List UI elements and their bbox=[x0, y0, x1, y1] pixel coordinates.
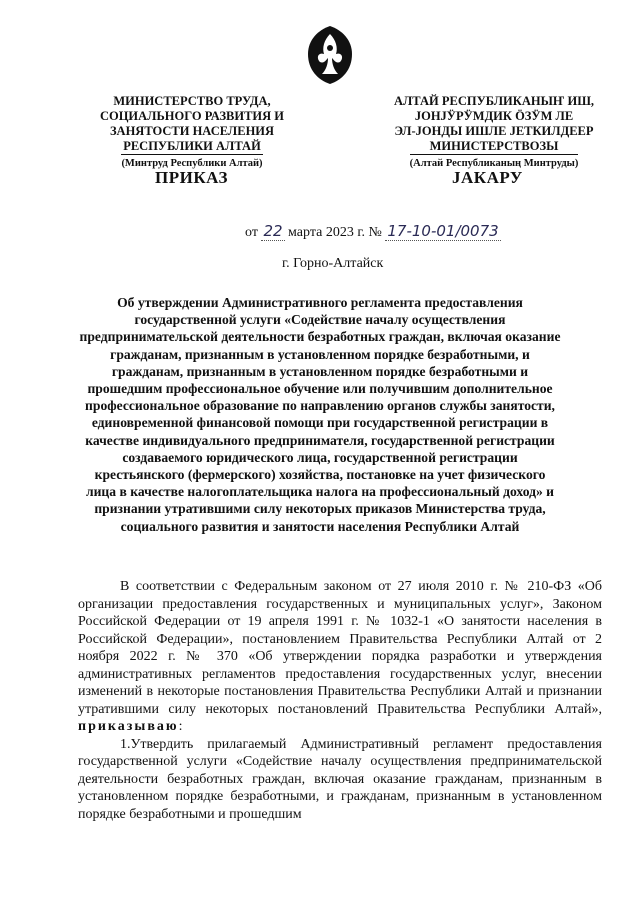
order-month-year: марта 2023 г. № bbox=[288, 225, 382, 240]
document-title-altai: ЈАКАРУ bbox=[452, 168, 523, 187]
republic-coat-of-arms-icon bbox=[304, 24, 356, 86]
header-line: РЕСПУБЛИКИ АЛТАЙ bbox=[123, 139, 261, 153]
clause-paragraph: 1.Утвердить прилагаемый Административный регламент предоставления государственной услуги «Содействие началу осуществления предпринимательской деятельности безработных граждан, включая оказание гражданам, признанным в установленном порядке безработными, и гражданам, признанным в установленном порядке безработными и прошедшим bbox=[78, 736, 602, 822]
order-keyword: приказываю bbox=[78, 719, 179, 734]
header-line: МИНИСТЕРСТВОЗЫ bbox=[429, 139, 559, 153]
issue-city: г. Горно-Алтайск bbox=[282, 256, 384, 271]
punctuation: : bbox=[178, 719, 183, 734]
order-body bbox=[78, 578, 602, 823]
preamble-text: В соответствии с Федеральным законом от 27 июля 2010 г. № 210-ФЗ «Об организации предоставления государственных и муниципальных услуг», Законом Российской Федерации от 19 апреля 1991 г. № 1032-1 «О занятости населения в Российской Федерации», постановлением Правительства Республики Алтай от 2 ноября 2022 г. № 370 «Об утверждении порядка разработки и утверждения административных регламентов предоставления государственных услуг, внесении изменений в некоторые постановления Правительства Республики Алтай и признании утратившими силу некоторых постановлений Правительства Республики Алтай», bbox=[78, 579, 602, 717]
header-line: ЈОНЈӰРӰМДИК ӦЗӰМ ЛЕ bbox=[414, 109, 574, 123]
header-line: АЛТАЙ РЕСПУБЛИКАНЫҤ ИШ, bbox=[393, 94, 595, 108]
ministry-header-altai bbox=[384, 94, 604, 171]
document-title-russian: ПРИКАЗ bbox=[155, 168, 228, 187]
header-line: МИНИСТЕРСТВО ТРУДА, bbox=[113, 94, 271, 108]
order-number: 17-10-01/0073 bbox=[387, 222, 499, 240]
ministry-short-name: (Минтруд Республики Алтай) bbox=[121, 154, 262, 171]
date-prefix: от bbox=[245, 225, 258, 240]
order-date-number bbox=[245, 222, 501, 241]
header-line: ЭЛ-ЈОНДЫ ИШЛЕ ЈЕТКИЛДЕЕР bbox=[394, 124, 594, 138]
header-line: СОЦИАЛЬНОГО РАЗВИТИЯ И bbox=[99, 109, 285, 123]
header-line: ЗАНЯТОСТИ НАСЕЛЕНИЯ bbox=[109, 124, 275, 138]
ministry-header-russian bbox=[92, 94, 292, 171]
preamble-paragraph bbox=[78, 578, 602, 736]
order-day: 22 bbox=[263, 222, 283, 240]
ministry-short-name: (Алтай Республиканың Минтруды) bbox=[410, 154, 579, 171]
order-subject: Об утверждении Административного регламента предоставления государственной услуги «Содействие началу осуществления предпринимательской деятельности безработных граждан, включая оказание гражданам, признанным в установленном порядке безработными, и гражданам, признанным в установленном порядке безработными и прошедшим профессиональное обучение или получившим дополнительное профессиональное образование по направлению органов службы занятости, единовременной финансовой помощи при государственной регистрации в качестве индивидуального предпринимателя, государственной регистрации создаваемого юридического лица, государственной регистрации крестьянского (фермерского) хозяйства, постановке на учет физического лица в качестве налогоплательщика налога на профессиональный доход» и признании утратившими силу некоторых приказов Министерства труда, социального развития и занятости населения Республики Алтай bbox=[79, 295, 561, 534]
